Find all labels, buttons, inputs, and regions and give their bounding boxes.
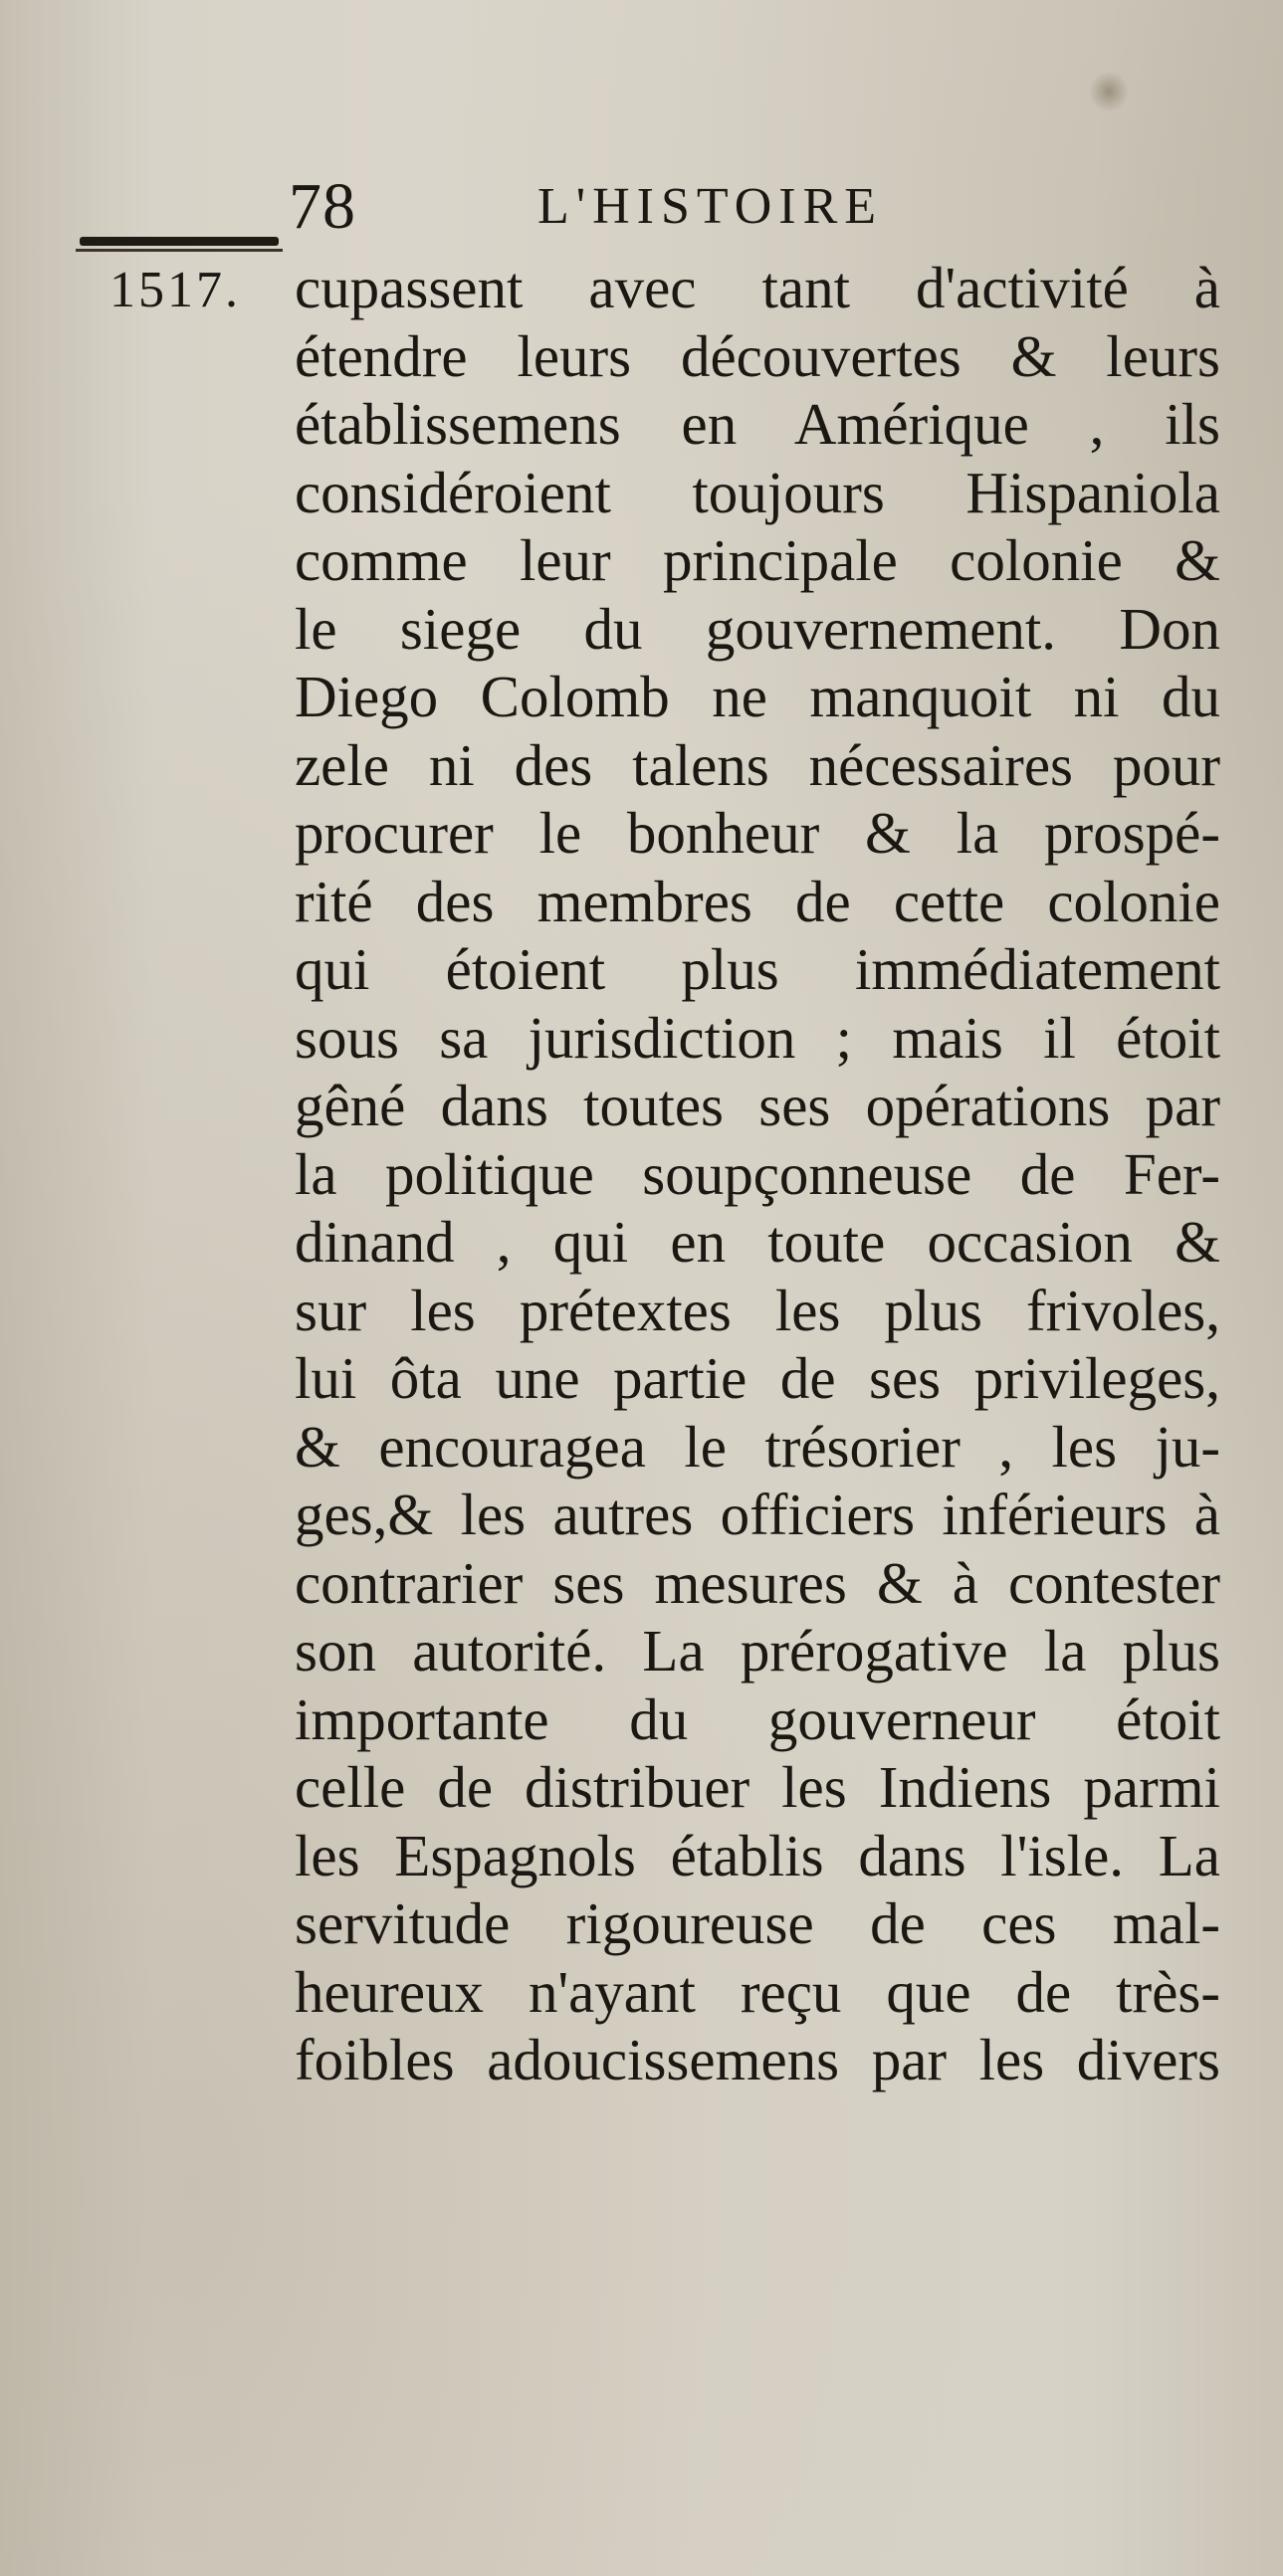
text-line: cupassent avec tant d'activité à [295, 255, 1220, 320]
header-rule [80, 237, 279, 246]
text-line: & encouragea le trésorier , les ju- [295, 1413, 1220, 1480]
text-line: ges,& les autres officiers inférieurs à [295, 1482, 1220, 1547]
text-line: celle de distribuer les Indiens parmi [295, 1754, 1220, 1820]
text-line: dinand , qui en toute occasion & [295, 1209, 1220, 1275]
text-line: comme leur principale colonie & [295, 527, 1220, 593]
text-line: le siege du gouvernement. Don [295, 595, 1220, 662]
running-head: L'HISTOIRE [537, 178, 884, 235]
text-line: son autorité. La prérogative la plus [295, 1618, 1220, 1684]
text-line: contrarier ses mesures & à contester [295, 1549, 1220, 1616]
body-text [295, 254, 1220, 2094]
text-line: les Espagnols établis dans l'isle. La [295, 1822, 1220, 1888]
text-line: procurer le bonheur & la prospé- [295, 800, 1220, 866]
text-line: considéroient toujours Hispaniola [295, 459, 1220, 525]
text-line: heureux n'ayant reçu que de très- [295, 1958, 1220, 2025]
text-line: foibles adoucissemens par les divers [295, 2027, 1220, 2092]
paper-stain [1090, 70, 1128, 113]
text-line: servitude rigoureuse de ces mal- [295, 1890, 1220, 1956]
text-line: la politique soupçonneuse de Fer- [295, 1140, 1220, 1207]
text-line: importante du gouverneur étoit [295, 1685, 1220, 1752]
text-line: établissemens en Amérique , ils [295, 391, 1220, 457]
margin-year: 1517. [109, 262, 241, 318]
text-line: sur les prétextes les plus frivoles, [295, 1277, 1220, 1343]
text-line: Diego Colomb ne manquoit ni du [295, 664, 1220, 729]
text-line: rité des membres de cette colonie [295, 868, 1220, 934]
text-line: sous sa jurisdiction ; mais il étoit [295, 1004, 1220, 1071]
text-line: lui ôta une partie de ses privileges, [295, 1345, 1220, 1411]
text-line: gêné dans toutes ses opérations par [295, 1073, 1220, 1138]
header-rule-thin [76, 249, 283, 252]
text-line: étendre leurs découvertes & leurs [295, 322, 1220, 389]
page-number: 78 [289, 170, 356, 243]
text-line: qui étoient plus immédiatement [295, 936, 1220, 1002]
text-line: zele ni des talens nécessaires pour [295, 731, 1220, 798]
